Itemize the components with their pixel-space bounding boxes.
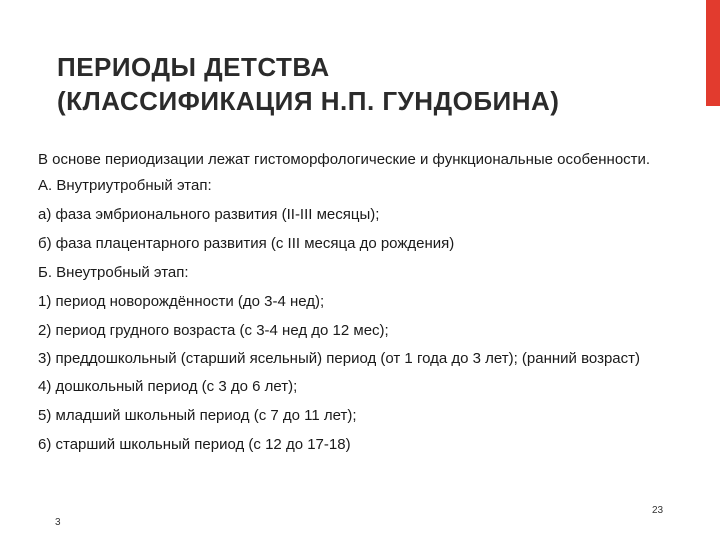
slide-title bbox=[57, 50, 697, 118]
paragraph-period-1: 1) период новорождённости (до 3-4 нед); bbox=[38, 293, 325, 310]
paragraph-phase-b: б) фаза плацентарного развития (с III месяца до рождения) bbox=[38, 235, 455, 252]
paragraph-period-3: 3) преддошкольный (старший ясельный) период (от 1 года до 3 лет); (ранний возраст) bbox=[38, 350, 640, 367]
paragraph-phase-a: а) фаза эмбрионального развития (II-III месяцы); bbox=[38, 206, 380, 223]
paragraph-stage-b: Б. Внеутробный этап: bbox=[38, 264, 189, 281]
page-number-right: 23 bbox=[652, 505, 664, 516]
title-line-2: (КЛАССИФИКАЦИЯ Н.П. ГУНДОБИНА) bbox=[57, 86, 560, 116]
title-line-1: ПЕРИОДЫ ДЕТСТВА bbox=[57, 52, 330, 82]
paragraph-period-6: 6) старший школьный период (с 12 до 17-18) bbox=[38, 436, 351, 453]
page-number-left: 3 bbox=[55, 517, 61, 528]
slide-body bbox=[38, 152, 688, 465]
paragraph-period-5: 5) младший школьный период (с 7 до 11 лет); bbox=[38, 407, 357, 424]
paragraph-intro: В основе периодизации лежат гистоморфологические и функциональные особенности. bbox=[38, 151, 651, 168]
paragraph-period-2: 2) период грудного возраста (с 3-4 нед до 12 мес); bbox=[38, 322, 389, 339]
paragraph-stage-a: А. Внутриутробный этап: bbox=[38, 177, 212, 194]
accent-bar bbox=[706, 0, 720, 106]
paragraph-period-4: 4) дошкольный период (с 3 до 6 лет); bbox=[38, 378, 298, 395]
